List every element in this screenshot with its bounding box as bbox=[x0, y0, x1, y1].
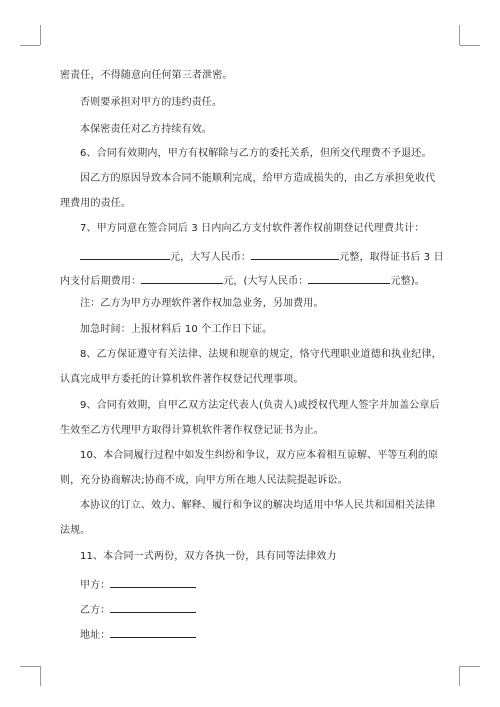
paragraph-line: 加急时间：上报材料后 10 个工作日下证。 bbox=[80, 324, 273, 335]
paragraph-line: 密责任，不得随意向任何第三者泄密。 bbox=[60, 70, 233, 81]
fee-text: 元整)。 bbox=[390, 276, 425, 286]
party-b-label: 乙方： bbox=[80, 605, 111, 615]
paragraph-line: 本保密责任对乙方持续有效。 bbox=[80, 124, 212, 135]
paragraph-line: 生效至乙方代理甲方取得计算机软件著作权登记证书为止。 bbox=[60, 425, 324, 436]
fee-text: 元整，取得证书后 3 日 bbox=[339, 252, 444, 262]
signature-party-b bbox=[60, 601, 460, 615]
clause-11: 11、本合同一式两份，双方各执一份，具有同等法律效力 bbox=[80, 551, 337, 562]
address-label: 地址： bbox=[80, 630, 111, 640]
clause-6: 6、合同有效期内，甲方有权解除与乙方的委托关系，但所交代理费不予退还。 bbox=[80, 148, 432, 159]
clause-7: 7、甲方同意在签合同后 3 日内向乙方支付软件著作权前期登记代理费共计： bbox=[80, 223, 425, 234]
party-a-label: 甲方： bbox=[80, 580, 111, 590]
paragraph-line: 否则要承担对甲方的违约责任。 bbox=[80, 97, 223, 108]
later-fee-uppercase-blank[interactable] bbox=[308, 272, 390, 284]
upfront-fee-uppercase-blank[interactable] bbox=[251, 248, 339, 260]
paragraph-line: 理费用的责任。 bbox=[60, 198, 132, 209]
upfront-fee-blank[interactable] bbox=[80, 248, 170, 260]
clause-10: 10、本合同履行过程中如发生纠纷和争议，双方应本着相互谅解、平等互利的原 bbox=[80, 450, 439, 461]
clause-9: 9、合同有效期，自甲乙双方法定代表人(负责人)或授权代理人签字并加盖公章后 bbox=[80, 400, 440, 411]
paragraph-line: 则，充分协商解决;协商不成，向甲方所在地人民法院提起诉讼。 bbox=[60, 475, 348, 486]
fee-line-later bbox=[60, 272, 440, 286]
paragraph-line: 认真完成甲方委托的计算机软件著作权登记代理事项。 bbox=[60, 374, 304, 385]
paragraph-line: 本协议的订立、效力、解释、履行和争议的解决均适用中华人民共和国相关法律 bbox=[80, 500, 436, 511]
signature-party-a bbox=[60, 576, 460, 590]
paragraph-line: 法规。 bbox=[60, 525, 91, 536]
fee-line-upfront bbox=[60, 248, 460, 262]
party-a-blank[interactable] bbox=[110, 576, 196, 588]
note-line: 注：乙方为甲方办理软件著作权加急业务，另加费用。 bbox=[80, 298, 324, 309]
later-fee-blank[interactable] bbox=[141, 272, 223, 284]
paragraph-line: 因乙方的原因导致本合同不能顺利完成，给甲方造成损失的，由乙方承担免收代 bbox=[80, 173, 436, 184]
crop-mark-bottom-left-v bbox=[40, 666, 41, 686]
crop-mark-top-left-h bbox=[20, 45, 40, 46]
crop-mark-bottom-right-v bbox=[459, 666, 460, 686]
fee-text: 元，大写人民币： bbox=[170, 252, 252, 262]
crop-mark-bottom-left-h bbox=[20, 666, 40, 667]
clause-8: 8、乙方保证遵守有关法律、法规和规章的规定，恪守代理职业道德和执业纪律， bbox=[80, 349, 442, 360]
crop-mark-top-right-h bbox=[460, 45, 480, 46]
address-blank[interactable] bbox=[110, 626, 196, 638]
signature-address bbox=[60, 626, 460, 640]
party-b-blank[interactable] bbox=[110, 601, 196, 613]
crop-mark-top-right-v bbox=[459, 25, 460, 45]
crop-mark-top-left-v bbox=[40, 25, 41, 45]
fee-text: 内支付后期费用： bbox=[60, 276, 142, 286]
fee-text: 元，(大写人民币： bbox=[223, 276, 309, 286]
crop-mark-bottom-right-h bbox=[460, 666, 480, 667]
